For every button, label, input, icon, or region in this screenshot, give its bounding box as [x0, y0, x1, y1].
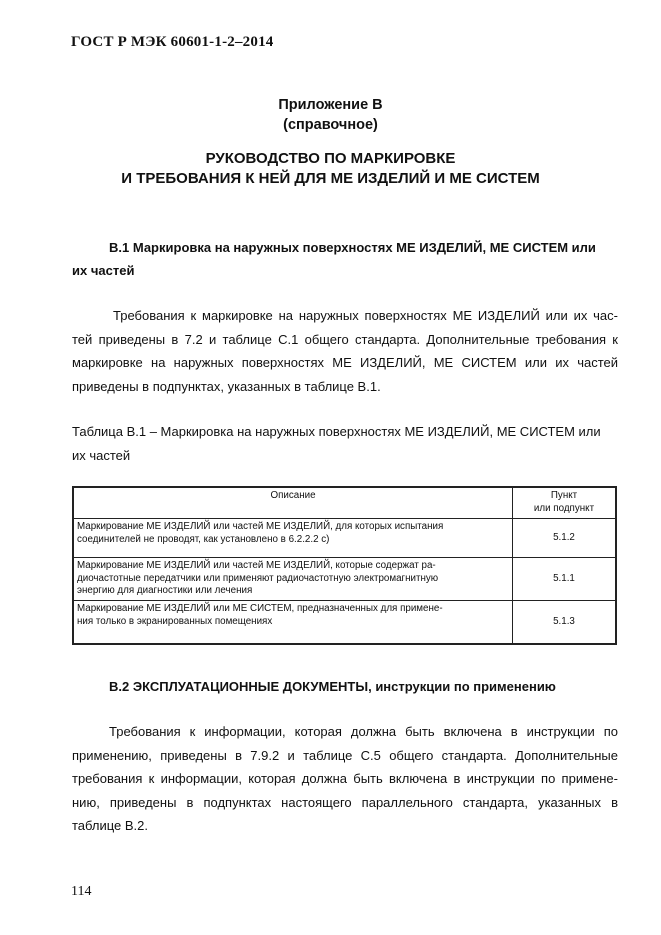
row-description: [73, 601, 513, 645]
description-line: соединителей не проводят, как установлено в 6.2.2.2 с): [77, 533, 330, 545]
table-caption-line2: их частей: [72, 447, 131, 463]
description-line: ния только в экранированных помещениях: [77, 615, 273, 627]
section-b1-heading-line2: их частей: [72, 263, 135, 278]
section-b2-heading-line: [72, 675, 620, 698]
paragraph-line: маркировке на наружных поверхностях МЕ ИЗДЕЛИЙ, МЕ СИСТЕМ или их частей: [72, 355, 618, 370]
section-b1-heading-line1: В.1 Маркировка на наружных поверхностях МЕ ИЗДЕЛИЙ, МЕ СИСТЕМ или: [109, 240, 596, 255]
paragraph-line: применению, приведены в 7.9.2 и таблице С.5 общего стандарта. Дополнительные: [72, 747, 618, 763]
row-clause: 5.1.1: [513, 558, 617, 601]
table-header-row: [73, 487, 616, 519]
paragraph-line: таблице В.2.: [72, 818, 149, 833]
section-b2-heading-rest: инструкции по применению: [371, 679, 556, 694]
column-header-clause-line1: Пункт: [550, 490, 578, 501]
paragraph-line: нию, приведены в подпунктах настоящего параллельного стандарта, указанных в: [72, 794, 618, 810]
table-b1: [72, 486, 617, 645]
table-row: [73, 601, 616, 645]
annex-heading-line2: И ТРЕБОВАНИЯ К НЕЙ ДЛЯ МЕ ИЗДЕЛИЙ И МЕ СИСТЕМ: [121, 170, 540, 187]
paragraph-line: требования к информации, которая должна быть включена в инструкции по примене-: [72, 771, 618, 786]
paragraph-line: Требования к информации, которая должна быть включена в инструкции по: [109, 724, 618, 739]
annex-subtitle: (справочное): [283, 117, 378, 133]
paragraph-line: тей приведены в 7.2 и таблице С.1 общего стандарта. Дополнительные требования к: [72, 331, 618, 347]
description-line: Маркирование МЕ ИЗДЕЛИЙ или частей МЕ ИЗДЕЛИЙ, для которых испытания: [77, 521, 444, 532]
paragraph-line: приведены в подпунктах, указанных в таблице В.1.: [72, 378, 381, 394]
table-row: [73, 558, 616, 601]
row-clause: 5.1.2: [513, 519, 617, 558]
description-line: Маркирование МЕ ИЗДЕЛИЙ или частей МЕ ИЗДЕЛИЙ, которые содержат ра-: [77, 560, 436, 571]
table-caption: [72, 420, 618, 467]
row-description: [73, 558, 513, 601]
description-line: Маркирование МЕ ИЗДЕЛИЙ или МЕ СИСТЕМ, предназначенных для примене-: [77, 603, 443, 614]
row-clause: 5.1.3: [513, 601, 617, 645]
section-b2-heading: [72, 675, 620, 698]
table-caption-line1: Таблица В.1 – Маркировка на наружных поверхностях МЕ ИЗДЕЛИЙ, МЕ СИСТЕМ или: [72, 424, 601, 439]
section-b2-heading-bold: В.2 ЭКСПЛУАТАЦИОННЫЕ ДОКУМЕНТЫ,: [109, 679, 372, 694]
standard-designation: ГОСТ Р МЭК 60601-1-2–2014: [71, 34, 274, 50]
description-line: энергию для диагностики или лечения: [77, 585, 253, 596]
description-line: диочастотные передатчики или применяют радиочастотную электромагнитную: [77, 572, 439, 584]
annex-title: Приложение В: [278, 97, 383, 113]
paragraph-line: Требования к маркировке на наружных поверхностях МЕ ИЗДЕЛИЙ или их час-: [113, 308, 618, 323]
section-b2-paragraph: [72, 720, 618, 838]
annex-heading-line1: РУКОВОДСТВО ПО МАРКИРОВКЕ: [205, 150, 456, 167]
page-number: 114: [71, 884, 92, 899]
row-description: [73, 519, 513, 558]
section-b1-heading: [72, 236, 620, 282]
column-header-description: Описание: [73, 487, 513, 519]
table-row: [73, 519, 616, 558]
column-header-clause-line2: или подпункт: [533, 502, 595, 514]
section-b1-paragraph: [72, 304, 618, 398]
column-header-clause: [513, 487, 617, 519]
